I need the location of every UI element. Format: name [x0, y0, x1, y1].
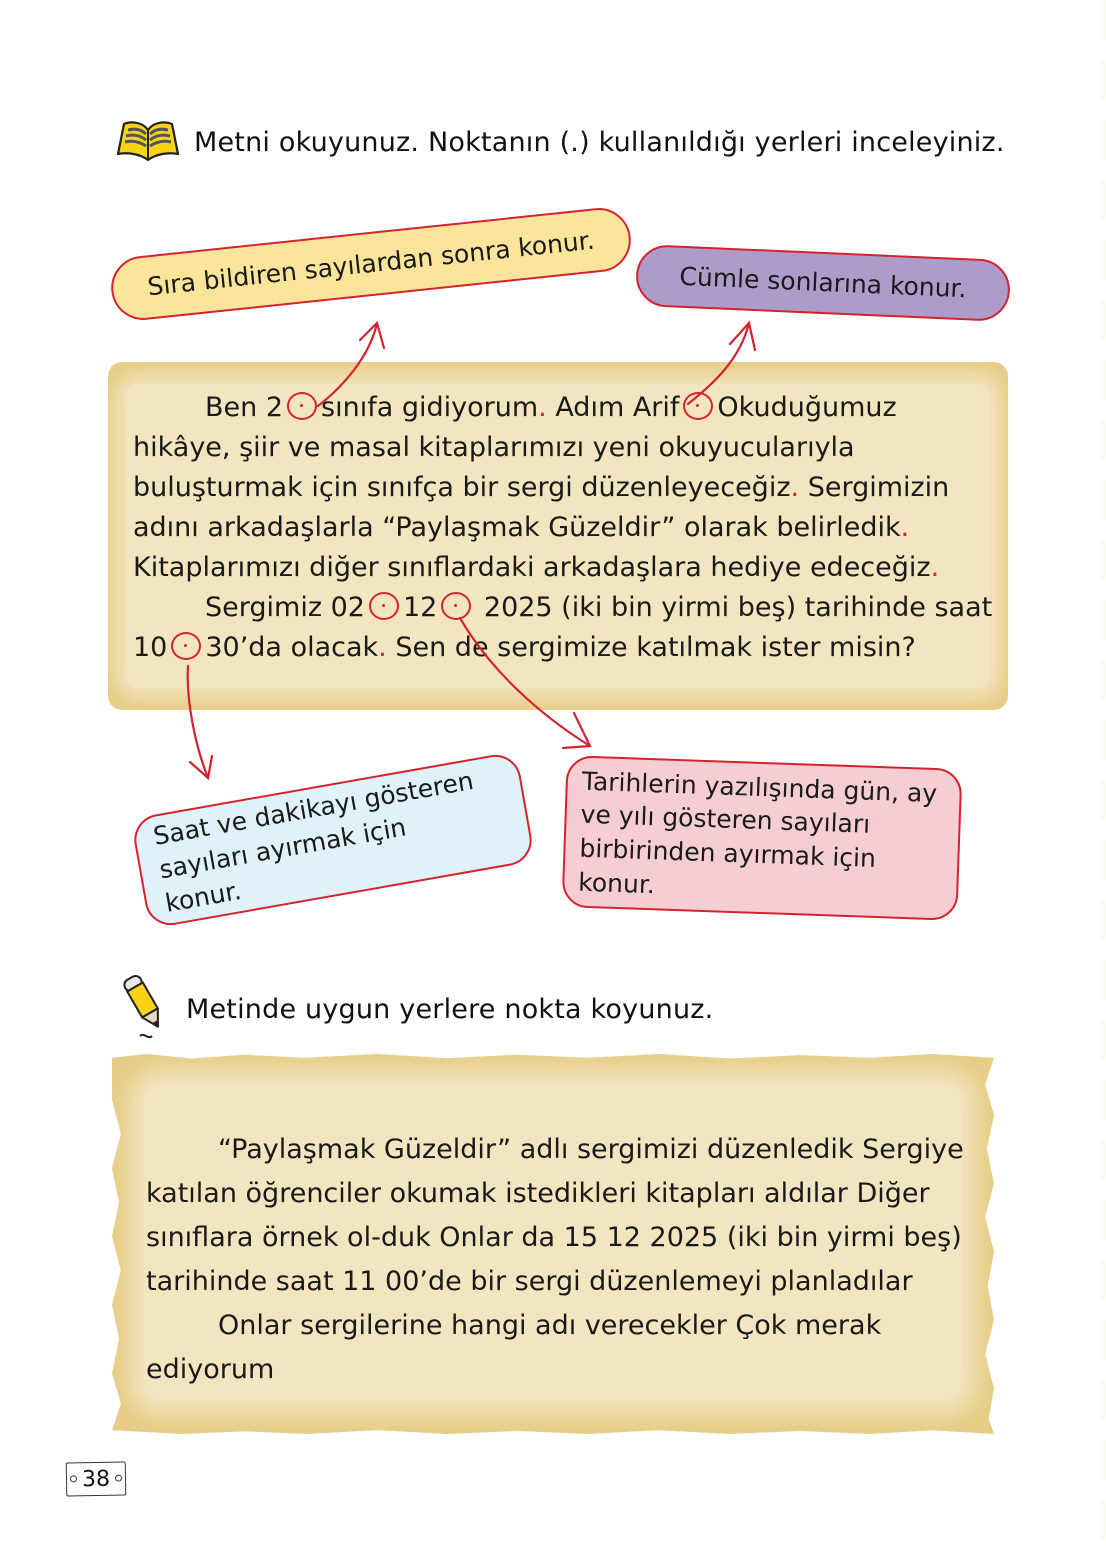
pencil-icon — [118, 970, 174, 1049]
bubble-time — [130, 751, 535, 929]
passage-paragraph-1: Ben 2 sınıfa gidiyorum. Adım Arif Okuduğumuz hikâye, şiir ve masal kitaplarımızı yeni okuyucularıyla buluşturmak için sınıfça bir sergi düzenleyeceğiz. Sergimizin adını arkadaşlarla “Paylaşmak Güzeldir” olarak belirledik. Kitaplarımızı diğer sınıflardaki arkadaşlara hediye edeceğiz. — [133, 392, 950, 583]
instruction-text: Metni okuyunuz. Noktanın (.) kullanıldığı yerleri inceleyiniz. — [194, 127, 1005, 158]
exercise-paragraph-2: Onlar sergilerine hangi adı verecekler Çok merak ediyorum — [146, 1310, 882, 1385]
instruction-text: Metinde uygun yerlere nokta koyunuz. — [186, 994, 714, 1025]
section1-instruction — [114, 114, 1005, 171]
page-number: 38 — [66, 1461, 127, 1496]
open-book-icon — [114, 114, 182, 171]
passage-paragraph-2: Sergimiz 02 12 2025 (iki bin yirmi beş) tarihinde saat 10 30’da olacak. Sen de sergimize katılmak ister misin? — [133, 592, 993, 663]
bubble-text: Tarihlerin yazılışında gün, ay ve yılı gösteren sayıları birbirinden ayırmak için konur. — [577, 766, 938, 900]
highlight-circle — [683, 392, 713, 420]
bubble-text: Cümle sonlarına konur. — [678, 261, 968, 304]
bubble-text: Saat ve dakikayı gösteren sayıları ayırmak için konur. — [151, 766, 476, 918]
bubble-ordinal-numbers — [108, 205, 634, 323]
page-edge-decoration — [1100, 0, 1106, 1560]
highlight-circle — [441, 592, 471, 620]
highlight-circle — [369, 592, 399, 620]
bubble-date — [561, 755, 962, 921]
exercise-paragraph-1: “Paylaşmak Güzeldir” adlı sergimizi düzenledik Sergiye katılan öğrenciler okumak istedikleri kitapları aldılar Diğer sınıflara örnek ol-duk Onlar da 15 12 2025 (iki bin yirmi beş) tarihinde saat 11 00’de bir sergi düzenlemeyi planladılar — [146, 1134, 964, 1297]
highlight-circle — [171, 632, 201, 660]
section2-instruction — [118, 970, 713, 1049]
bubble-text: Sıra bildiren sayılardan sonra konur. — [146, 225, 596, 302]
bubble-sentence-end — [635, 244, 1011, 322]
exercise-passage[interactable] — [146, 1128, 976, 1392]
reading-passage — [133, 388, 993, 668]
highlight-circle — [287, 392, 317, 420]
